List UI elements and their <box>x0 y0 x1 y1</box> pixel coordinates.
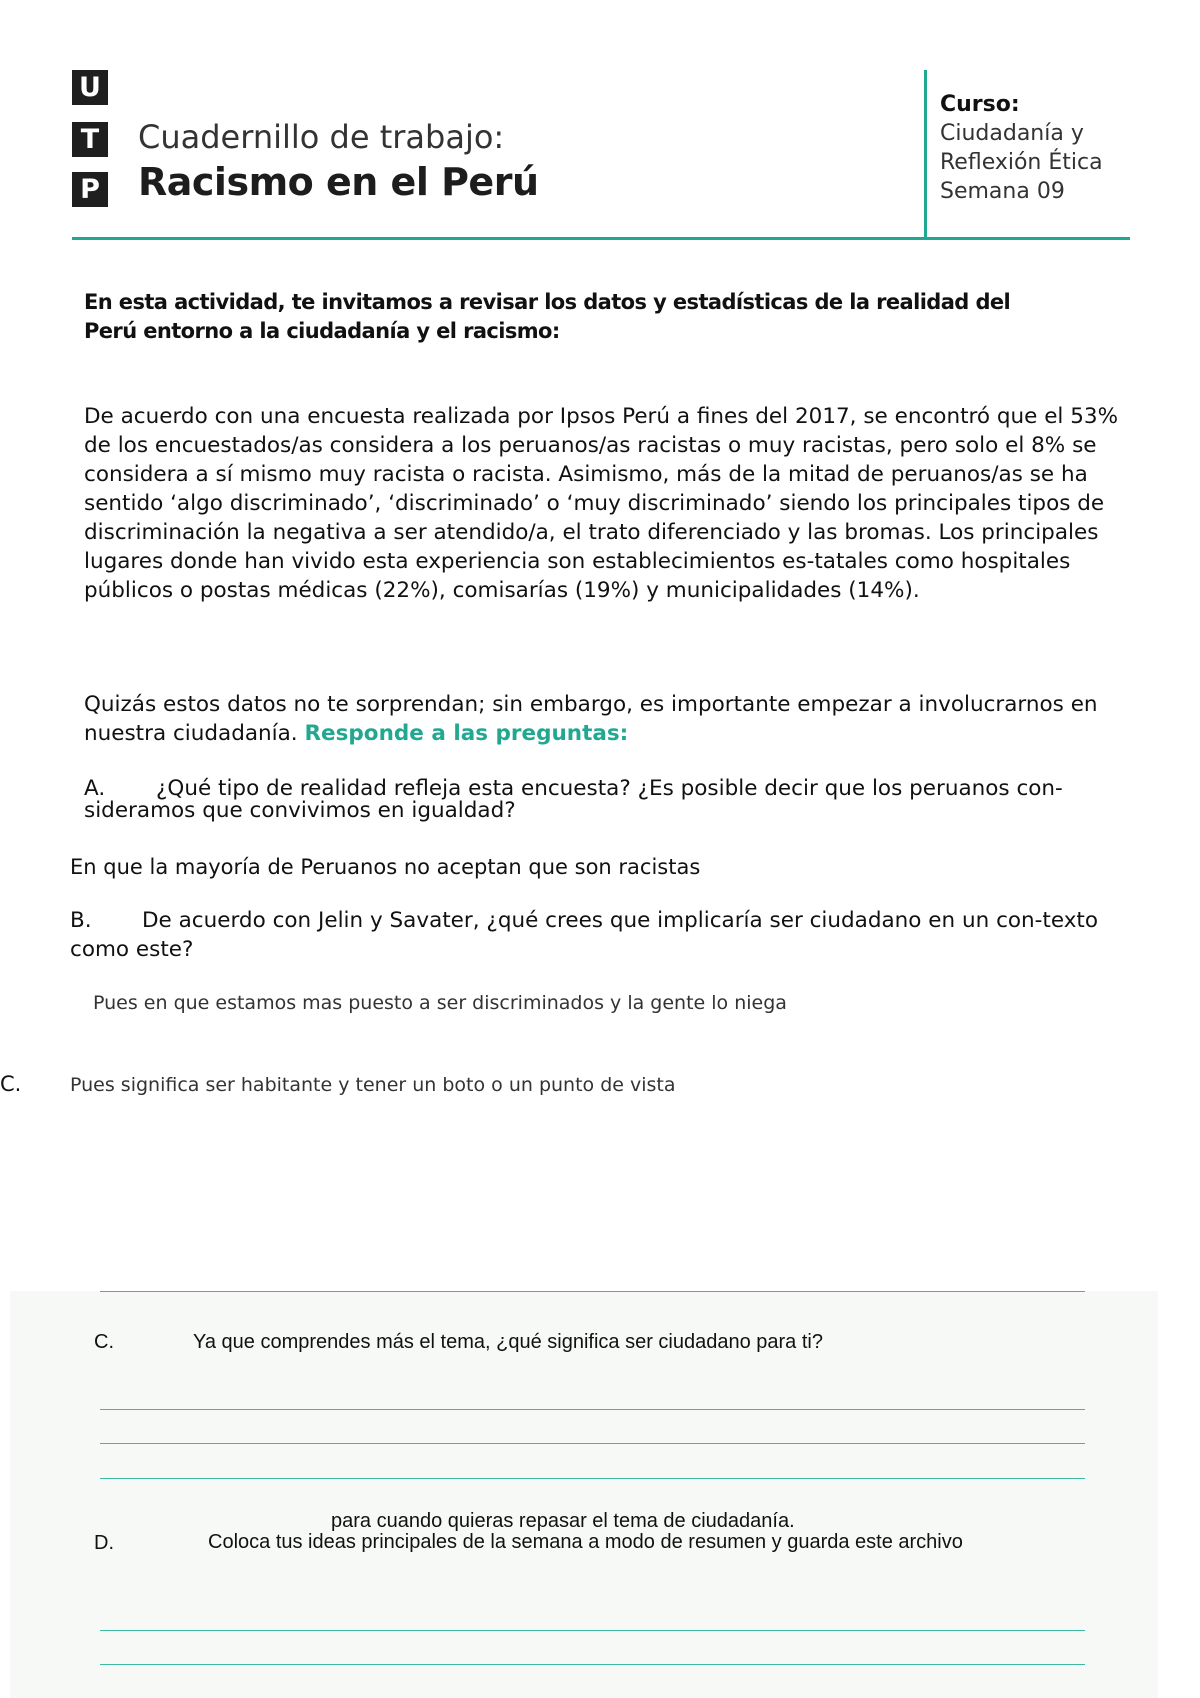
panel-d-letter: D. <box>94 1532 114 1554</box>
lead-text: Quizás estos datos no te sorprendan; sin embargo, es importante empezar a involucrarnos en nuestra ciudadanía. <box>84 692 1098 746</box>
question-b <box>70 906 1130 964</box>
header-horizontal-divider <box>72 237 1130 240</box>
panel-c-question: Ya que comprendes más el tema, ¿qué significa ser ciudadano para ti? <box>193 1331 823 1353</box>
course-week: Semana 09 <box>940 179 1065 204</box>
question-a <box>84 778 1124 822</box>
worksheet-panel <box>10 1291 1158 1698</box>
activity-intro: En esta actividad, te invitamos a revisar los datos y estadísticas de la realidad del Perú entorno a la ciudadanía y el racismo: <box>84 290 1011 343</box>
question-a-letter: A. <box>84 776 106 801</box>
question-b-text: De acuerdo con Jelin y Savater, ¿qué crees que implicaría ser ciudadano en un con-texto como este? <box>70 908 1099 962</box>
panel-d-line1: para cuando quieras repasar el tema de ciudadanía. <box>331 1510 795 1532</box>
answer-b[interactable]: Pues en que estamos mas puesto a ser discriminados y la gente lo niega <box>93 992 787 1014</box>
panel-c-letter: C. <box>94 1331 114 1353</box>
course-line-1: Ciudadanía y <box>940 121 1084 146</box>
document-subtitle: Cuadernillo de trabajo: <box>138 118 505 156</box>
question-b-letter: B. <box>70 908 92 933</box>
course-info <box>940 90 1103 206</box>
survey-paragraph: De acuerdo con una encuesta realizada por Ipsos Perú a fines del 2017, se encontró que el 53% de los encuestados/as considera a los peruanos/as racistas o muy racistas, pero solo el 8% se considera a sí mismo muy racista o racista. Asimismo, más de la mitad de peruanos/as se ha sentido ‘algo discriminado’, ‘discriminado’ o ‘muy discriminado’ siendo los principales tipos de discriminación la negativa a ser atendido/a, el trato diferenciado y las bromas. Los principales lugares donde han vivido esta experiencia son establecimientos es-tatales como hospitales públicos o postas médicas (22%), comisarías (19%) y municipalidades (14%). <box>84 404 1119 603</box>
logo-letter-t: T <box>72 122 108 157</box>
panel-d-line2: Coloca tus ideas principales de la semana a modo de resumen y guarda este archivo <box>208 1531 963 1553</box>
logo-letter-u: U <box>72 70 108 105</box>
logo-letter-p: P <box>72 172 108 207</box>
answer-line[interactable] <box>100 1478 1085 1479</box>
answer-line[interactable] <box>100 1409 1085 1410</box>
answer-line[interactable] <box>100 1443 1085 1444</box>
course-line-2: Reflexión Ética <box>940 150 1103 175</box>
answer-line[interactable] <box>100 1630 1085 1631</box>
questions-lead-paragraph <box>84 690 1134 748</box>
respond-highlight: Responde a las preguntas: <box>304 721 629 746</box>
answer-c[interactable]: Pues significa ser habitante y tener un boto o un punto de vista <box>70 1074 676 1096</box>
header-vertical-divider <box>924 70 927 238</box>
answer-line <box>100 1291 1085 1292</box>
document-title: Racismo en el Perú <box>138 160 539 204</box>
course-label: Curso: <box>940 92 1020 117</box>
answer-line[interactable] <box>100 1664 1085 1665</box>
question-a-text: ¿Qué tipo de realidad refleja esta encuesta? ¿Es posible decir que los peruanos con-sideramos que convivimos en igualdad? <box>84 776 1063 823</box>
answer-a[interactable]: En que la mayoría de Peruanos no aceptan que son racistas <box>70 855 701 879</box>
question-c-letter: C. <box>0 1072 22 1096</box>
